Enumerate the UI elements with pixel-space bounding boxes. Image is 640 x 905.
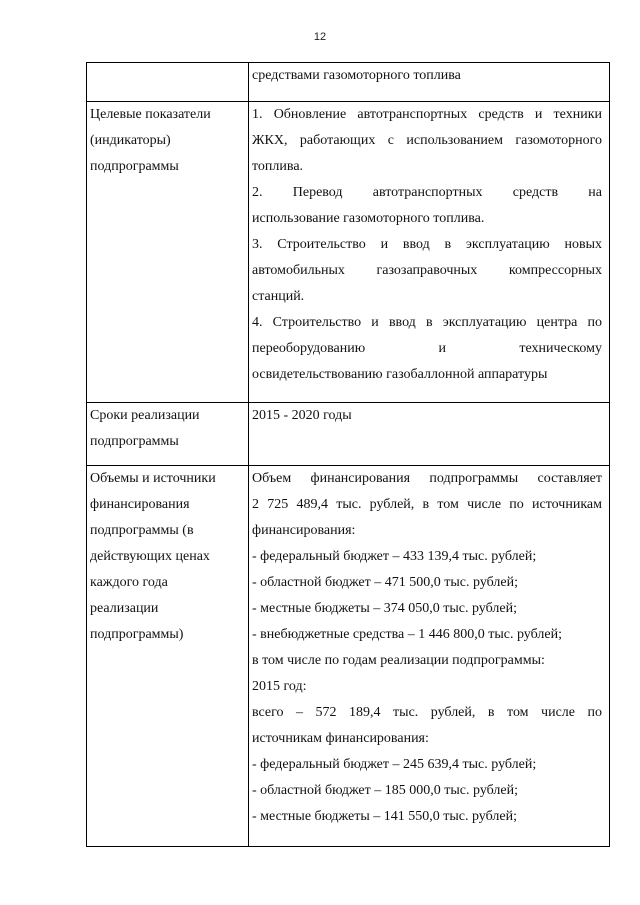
label-cell-financing (87, 466, 249, 847)
label-cell-empty (87, 63, 249, 102)
content-line: - федеральный бюджет – 245 639,4 тыс. рублей; (252, 757, 537, 772)
content-line: автомобильных газозаправочных компрессорных (252, 263, 602, 278)
label-cell-target-indicators (87, 102, 249, 403)
table-row-implementation-terms (87, 403, 610, 466)
content-line: 4. Строительство и ввод в эксплуатацию центра по (252, 315, 602, 330)
content-line: 1. Обновление автотранспортных средств и техники (252, 107, 602, 122)
label-line: (индикаторы) (90, 133, 171, 148)
content-line: станций. (252, 289, 305, 304)
content-line: - местные бюджеты – 141 550,0 тыс. рублей; (252, 809, 517, 824)
content-line: - местные бюджеты – 374 050,0 тыс. рублей; (252, 601, 517, 616)
content-line: - федеральный бюджет – 433 139,4 тыс. рублей; (252, 549, 537, 564)
content-line: Объем финансирования подпрограммы составляет (252, 471, 602, 486)
label-line: подпрограммы (90, 159, 179, 174)
content-cell-implementation-terms (249, 403, 610, 466)
content-line: 2015 год: (252, 679, 307, 694)
label-line: Целевые показатели (90, 107, 211, 122)
table-row-financing (87, 466, 610, 847)
content-line: всего – 572 189,4 тыс. рублей, в том числе по (252, 705, 602, 720)
content-line: источникам финансирования: (252, 731, 429, 746)
content-line: - областной бюджет – 471 500,0 тыс. рублей; (252, 575, 518, 590)
label-line: подпрограммы) (90, 627, 184, 642)
label-cell-implementation-terms (87, 403, 249, 466)
content-line: топлива. (252, 159, 304, 174)
content-line: освидетельствованию газобаллонной аппаратуры (252, 367, 548, 382)
content-line: 2 725 489,4 тыс. рублей, в том числе по источникам (252, 497, 602, 512)
label-line: финансирования (90, 497, 190, 512)
content-line: ЖКХ, работающих с использованием газомоторного (252, 133, 602, 148)
label-line: Объемы и источники (90, 471, 216, 486)
content-line: 3. Строительство и ввод в эксплуатацию новых (252, 237, 602, 252)
label-line: подпрограммы (90, 434, 179, 449)
page-number: 12 (313, 31, 327, 43)
table-row-target-indicators (87, 102, 610, 403)
label-line: действующих ценах (90, 549, 210, 564)
content-cell-target-indicators (249, 102, 610, 403)
content-line: 2015 - 2020 годы (252, 408, 352, 423)
label-line: реализации (90, 601, 159, 616)
content-line: - областной бюджет – 185 000,0 тыс. рублей; (252, 783, 518, 798)
content-line: переоборудованию и техническому (252, 341, 602, 356)
content-line: использование газомоторного топлива. (252, 211, 485, 226)
table-row-continuation (87, 63, 610, 102)
passport-table (86, 62, 610, 847)
content-cell-continuation (249, 63, 610, 102)
content-line: 2. Перевод автотранспортных средств на (252, 185, 602, 200)
label-line: каждого года (90, 575, 168, 590)
content-line: средствами газомоторного топлива (252, 68, 461, 83)
label-line: подпрограммы (в (90, 523, 194, 538)
content-line: финансирования: (252, 523, 356, 538)
content-line: - внебюджетные средства – 1 446 800,0 тыс. рублей; (252, 627, 562, 642)
content-line: в том числе по годам реализации подпрограммы: (252, 653, 545, 668)
label-line: Сроки реализации (90, 408, 200, 423)
content-cell-financing (249, 466, 610, 847)
